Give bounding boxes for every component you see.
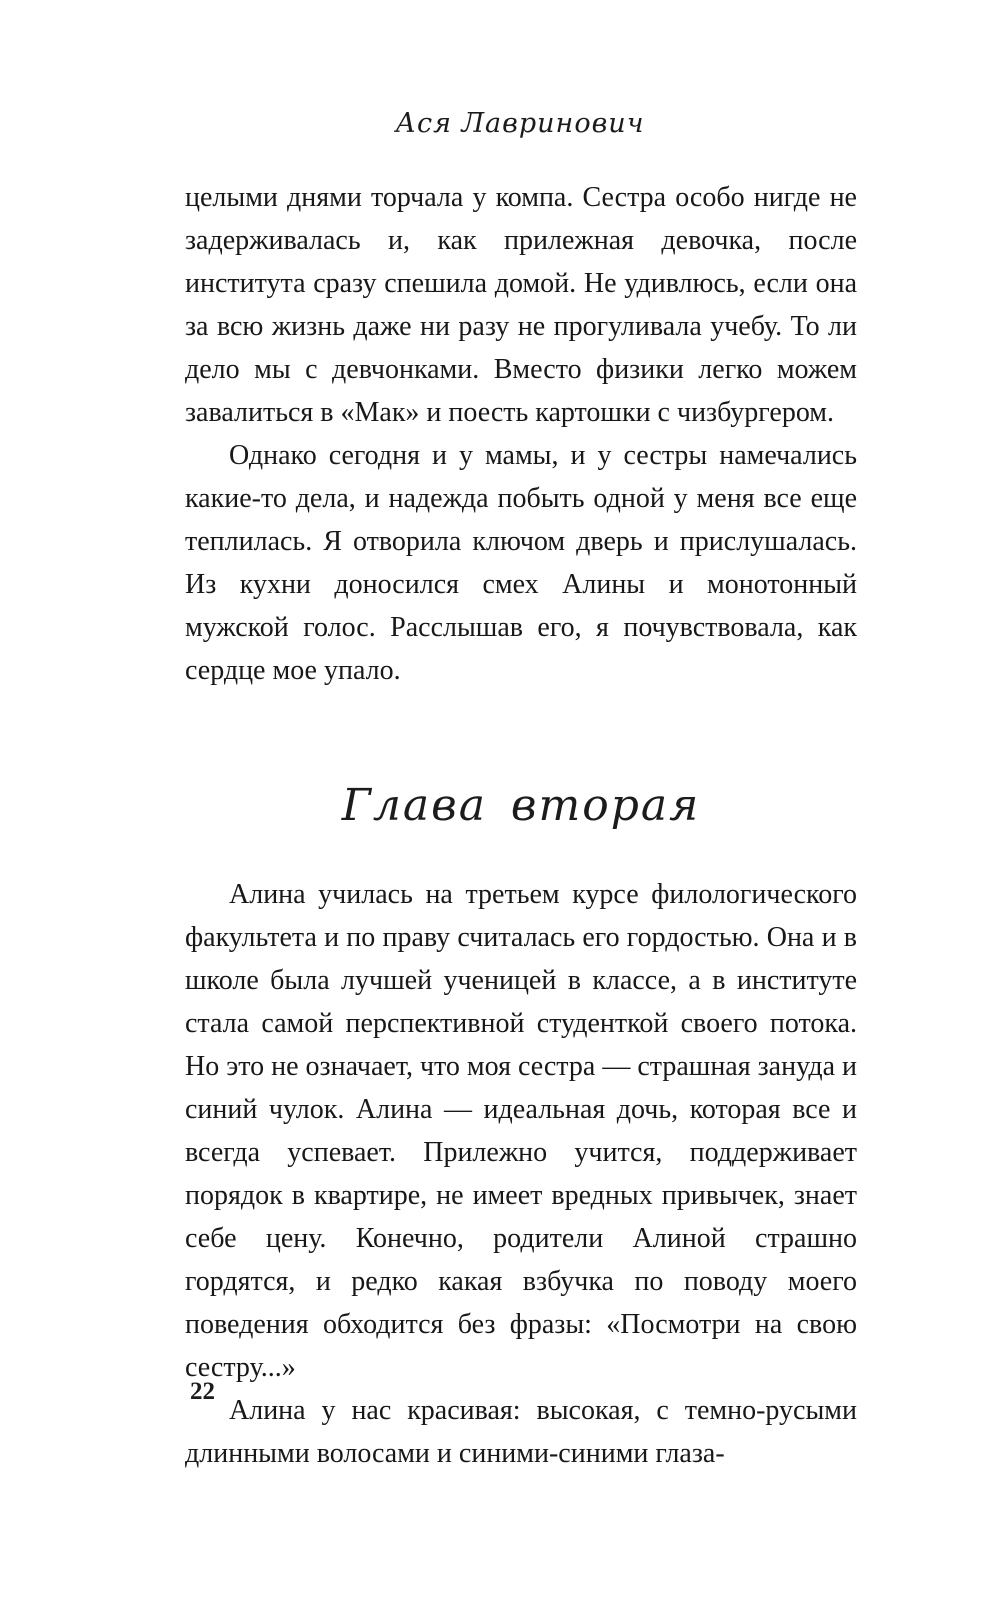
paragraph: Однако сегодня и у мамы, и у сестры намечались какие-то дела, и надежда побыть одной у меня все еще теплилась. Я отворила ключом дверь и прислушалась. Из кухни доносился смех Алины и монотонный мужской голос. Расслышав его, я почувствовала, как сердце мое упало. — [185, 440, 857, 686]
paragraph: Алина училась на третьем курсе филологического факультета и по праву считалась его гордостью. Она и в школе была лучшей ученицей в классе, а в институте стала самой перспективной студенткой своего потока. Но это не означает, что моя сестра — страшная зануда и синий чулок. Алина — идеальная дочь, которая все и всегда успевает. Прилежно учится, поддерживает порядок в квартире, не имеет вредных привычек, знает себе цену. Конечно, родители Алиной страшно гордятся, и редко какая взбучка по поводу моего поведения обходится без фразы: «Посмотри на свою сестру...» — [185, 879, 857, 1383]
page-number: 22 — [190, 1378, 215, 1405]
text-block — [185, 176, 857, 1475]
running-header-author: Ася Лавринович — [395, 108, 645, 139]
paragraph: Алина у нас красивая: высокая, с темно-русыми длинными волосами и синими-синими глаза- — [185, 1395, 857, 1469]
paragraph-continuation: целыми днями торчала у компа. Сестра особо нигде не задерживалась и, как прилежная девочка, после института сразу спешила домой. Не удивлюсь, если она за всю жизнь даже ни разу не прогуливала учебу. То ли дело мы с девчонками. Вместо физики легко можем завалиться в «Мак» и поесть картошки с чизбургером. — [185, 182, 857, 428]
chapter-heading: Глава вторая — [341, 780, 701, 831]
